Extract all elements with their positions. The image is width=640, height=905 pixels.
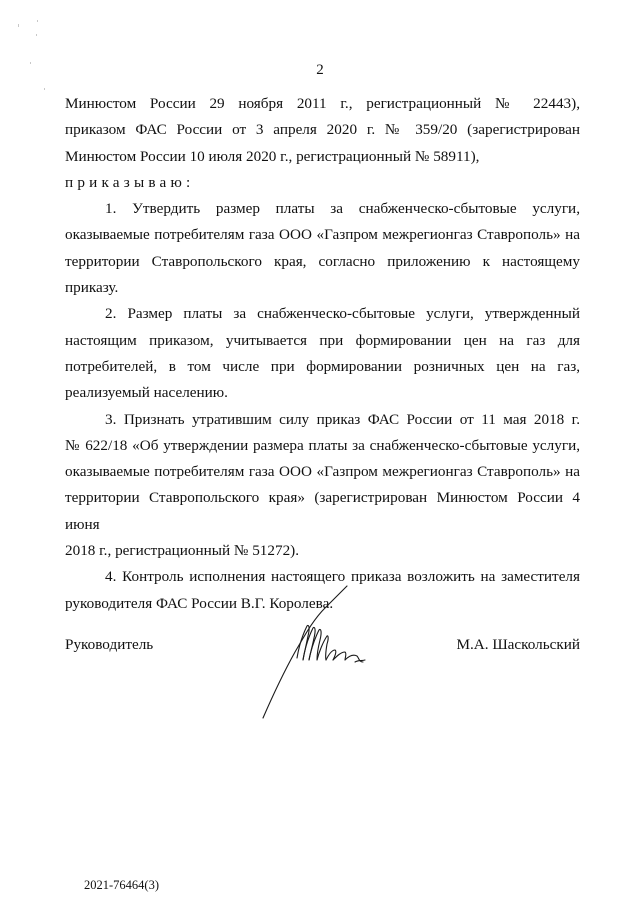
scan-mark-5 (44, 88, 45, 90)
item-1-line-3: территории Ставропольского края, согласно приложению к настоящему приказу. (65, 252, 580, 297)
item-2-line-3: потребителей, в том числе при формировании розничных цен на газ, (65, 357, 580, 375)
item-2-line-2: настоящим приказом, учитывается при формировании цен на газ для (65, 331, 580, 349)
scan-mark-1 (18, 24, 19, 27)
document-registration-number: 2021-76464(3) (84, 878, 159, 892)
item-1-line-2: оказываемые потребителям газа ООО «Газпром межрегионгаз Ставрополь» на (65, 226, 580, 244)
scan-mark-3 (36, 34, 37, 36)
item-3-line-4: территории Ставропольского края» (зарегистрирован Минюстом России 4 июня (65, 489, 580, 533)
scan-mark-2 (37, 20, 38, 22)
item-3-line-5: 2018 г., регистрационный № 51272). (65, 542, 300, 560)
signatory-name: М.А. Шаскольский (456, 636, 580, 653)
item-2-line-1: 2. Размер платы за снабженческо-сбытовые услуги, утвержденный (105, 305, 580, 323)
signatory-title: Руководитель (65, 636, 154, 653)
item-4-line-2: руководителя ФАС России В.Г. Королева. (65, 594, 334, 612)
document-body (65, 91, 580, 617)
item-1-line-1: 1. Утвердить размер платы за снабженческо-сбытовые услуги, (105, 200, 580, 218)
page-number: 2 (316, 62, 324, 78)
intro-line-3: Минюстом России 10 июля 2020 г., регистрационный № 58911), (65, 147, 480, 165)
item-2-line-4: реализуемый населению. (65, 384, 228, 402)
item-3-line-3: оказываемые потребителям газа ООО «Газпром межрегионгаз Ставрополь» на (65, 463, 580, 481)
item-3-line-2: № 622/18 «Об утверждении размера платы за снабженческо-сбытовые услуги, (65, 436, 580, 454)
item-4-line-1: 4. Контроль исполнения настоящего приказа возложить на заместителя (105, 568, 580, 586)
item-3-line-1: 3. Признать утратившим силу приказ ФАС России от 11 мая 2018 г. (105, 410, 580, 428)
intro-line-1: Минюстом России 29 ноября 2011 г., регистрационный № 22443), (65, 95, 580, 112)
handwritten-signature-icon (255, 580, 375, 720)
intro-line-2: приказом ФАС России от 3 апреля 2020 г. № 359/20 (зарегистрирован (65, 121, 580, 139)
order-word: приказываю: (65, 173, 195, 191)
